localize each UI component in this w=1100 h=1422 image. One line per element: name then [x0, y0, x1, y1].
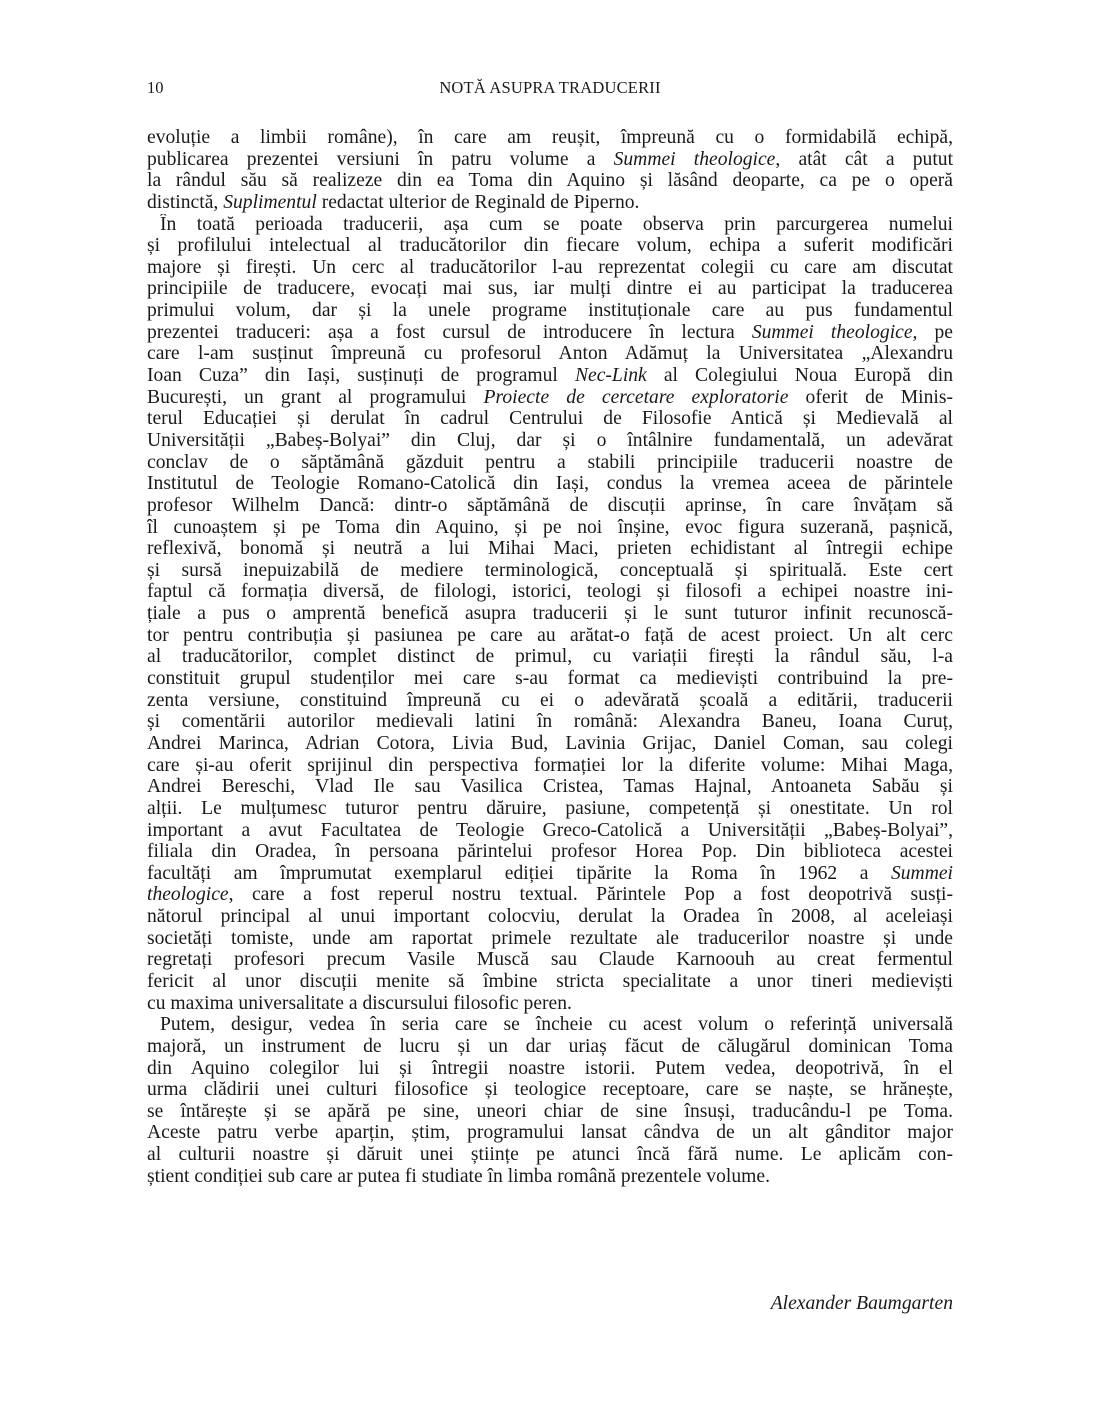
text-line: important a avut Facultatea de Teologie Greco-Catolică a Universității „Babeș-Bolyai”,: [147, 819, 953, 841]
text-line: al culturii noastre și dăruit unei științe pe atunci încă fără nume. Le aplicăm con-: [147, 1144, 953, 1166]
paragraph: [147, 127, 953, 214]
text-line: publicarea prezentei versiuni în patru volume a Summei theologice, atât cât a putut: [147, 148, 953, 170]
text-line: fericit al unor discuții menite să îmbine stricta specialitate a unor tineri medieviști: [147, 970, 953, 992]
text-line: tor pentru contribuția și pasiunea pe care au arătat-o față de acest proiect. Un alt cerc: [147, 624, 953, 646]
italic-title: Summei theologice: [751, 321, 913, 343]
text-line: terul Educației și derulat în cadrul Centrului de Filosofie Antică și Medievală al: [147, 408, 953, 430]
text-line: Andrei Bereschi, Vlad Ile sau Vasilica Cristea, Tamas Hajnal, Antoaneta Sabău și: [147, 776, 953, 798]
text-line: București, un grant al programului Proiecte de cercetare exploratorie oferit de Minis-: [147, 386, 953, 408]
italic-title: Suplimentul: [223, 191, 317, 213]
text-line: majoră, un instrument de lucru și un dar uriaș făcut de călugărul dominican Toma: [147, 1035, 953, 1057]
text-line: profesor Wilhelm Dancă: dintr-o săptămână de discuții aprinse, în care învățam să: [147, 494, 953, 516]
text-line: Institutul de Teologie Romano-Catolică din Iași, condus la vremea aceea de părintele: [147, 473, 953, 495]
text-line: cu maxima universalitate a discursului filosofic peren.: [147, 992, 572, 1014]
italic-title: Nec-Link: [574, 365, 647, 387]
body-text: [147, 127, 953, 1187]
running-header: [147, 78, 953, 100]
text-line: conclav de o săptămână găzduit pentru a stabili principiile traducerii noastre de: [147, 451, 953, 473]
text-line: faptul că formația diversă, de filologi, istorici, teologi și filosofi a echipei noastre ini-: [147, 581, 953, 603]
italic-title: theologice: [147, 884, 229, 906]
page-number: 10: [147, 78, 164, 97]
text-line: alții. Le mulțumesc tuturor pentru dăruire, pasiune, competență și onestitate. Un rol: [147, 797, 953, 819]
text-line: se întărește și se apără pe sine, uneori chiar de sine însuși, traducându-l pe Toma.: [147, 1100, 953, 1122]
text-line: din Aquino colegilor lui și întregii noastre istorii. Putem vedea, deopotrivă, în el: [147, 1057, 953, 1079]
text-line: urma clădirii unei culturi filosofice și teologice receptoare, care se naște, se hrănește,: [147, 1079, 953, 1101]
italic-title: Proiecte de cercetare exploratorie: [483, 386, 789, 408]
paragraph: [147, 1014, 953, 1187]
text-line: care și-au oferit sprijinul din perspectiva formației lor la diferite volume: Mihai Maga,: [147, 754, 953, 776]
text-line: zenta versiune, constituind împreună cu ei o adevărată școală a editării, traducerii: [147, 689, 953, 711]
running-title: NOTĂ ASUPRA TRADUCERII: [439, 78, 661, 97]
text-line: evoluție a limbii române), în care am reușit, împreună cu o formidabilă echipă,: [147, 127, 953, 148]
text-line: societăți tomiste, unde am raportat primele rezultate ale traducerilor noastre și unde: [147, 927, 953, 949]
text-line: Ioan Cuza” din Iași, susținuți de programul Nec-Link al Colegiului Noua Europă din: [147, 365, 953, 387]
text-line: reflexivă, bonomă și neutră a lui Mihai Maci, prieten echidistant al întregii echipe: [147, 538, 953, 560]
text-line: majore și firești. Un cerc al traducătorilor l-au reprezentat colegii cu care am discutat: [147, 256, 953, 278]
text-line: În toată perioada traducerii, așa cum se poate observa prin parcurgerea numelui: [160, 213, 953, 235]
paragraph: [147, 214, 953, 1015]
text-line: principiile de traducere, evocați mai sus, iar mulți dintre ei au participat la traducerea: [147, 278, 953, 300]
text-line: la rândul său să realizeze din ea Toma din Aquino și lăsând deoparte, ca pe o operă: [147, 170, 953, 192]
text-line: îl cunoaștem și pe Toma din Aquino, și pe noi înșine, evoc figura suzerană, pașnică,: [147, 516, 953, 538]
text-line: facultăți am împrumutat exemplarul ediției tipărite la Roma în 1962 a Summei: [147, 862, 953, 884]
italic-title: Summei: [890, 862, 953, 884]
text-line: Andrei Marinca, Adrian Cotora, Livia Bud, Lavinia Grijac, Daniel Coman, sau colegi: [147, 732, 953, 754]
text-line: filiala din Oradea, în persoana părintelui profesor Horea Pop. Din biblioteca acestei: [147, 841, 953, 863]
text-line: Putem, desigur, vedea în seria care se încheie cu acest volum o referință universală: [160, 1014, 953, 1036]
text-line: theologice, care a fost reperul nostru textual. Părintele Pop a fost deopotrivă susți-: [147, 884, 953, 906]
italic-title: Summei theologice: [613, 148, 776, 170]
text-line: și profilului intelectual al traducătorilor din fiecare volum, echipa a suferit modificări: [147, 235, 953, 257]
text-line: regretați profesori precum Vasile Muscă sau Claude Karnoouh au creat fermentul: [147, 949, 953, 971]
text-line: știent condiției sub care ar putea fi studiate în limba română prezentele volume.: [147, 1165, 770, 1187]
text-line: nătorul principal al unui important colocviu, derulat la Oradea în 2008, al aceleiași: [147, 906, 953, 928]
text-line: distinctă, Suplimentul redactat ulterior de Reginald de Piperno.: [147, 191, 640, 213]
text-line: care l-am susținut împreună cu profesorul Anton Adămuț la Universitatea „Alexandru: [147, 343, 953, 365]
text-line: constituit grupul studenților mei care s-au format ca medieviști contribuind la pre-: [147, 668, 953, 690]
text-line: prezentei traduceri: așa a fost cursul de introducere în lectura Summei theologice, pe: [147, 321, 953, 343]
text-line: primului volum, dar și la unele programe instituționale care au pus fundamentul: [147, 300, 953, 322]
text-line: și comentării autorilor medievali latini în română: Alexandra Baneu, Ioana Curuț,: [147, 711, 953, 733]
text-line: și sursă inepuizabilă de mediere terminologică, conceptuală și spirituală. Este cert: [147, 559, 953, 581]
text-line: țiale a pus o amprentă benefică asupra traducerii și le sunt tuturor infinit recunoscă-: [147, 603, 953, 625]
author-signature: Alexander Baumgarten: [770, 1293, 953, 1314]
text-line: Aceste patru verbe aparțin, știm, programului lansat cândva de un alt gânditor major: [147, 1122, 953, 1144]
text-line: al traducătorilor, complet distinct de primul, cu variații firești la rândul său, l-a: [147, 646, 953, 668]
text-line: Universității „Babeș-Bolyai” din Cluj, dar și o întâlnire fundamentală, un adevărat: [147, 429, 953, 451]
